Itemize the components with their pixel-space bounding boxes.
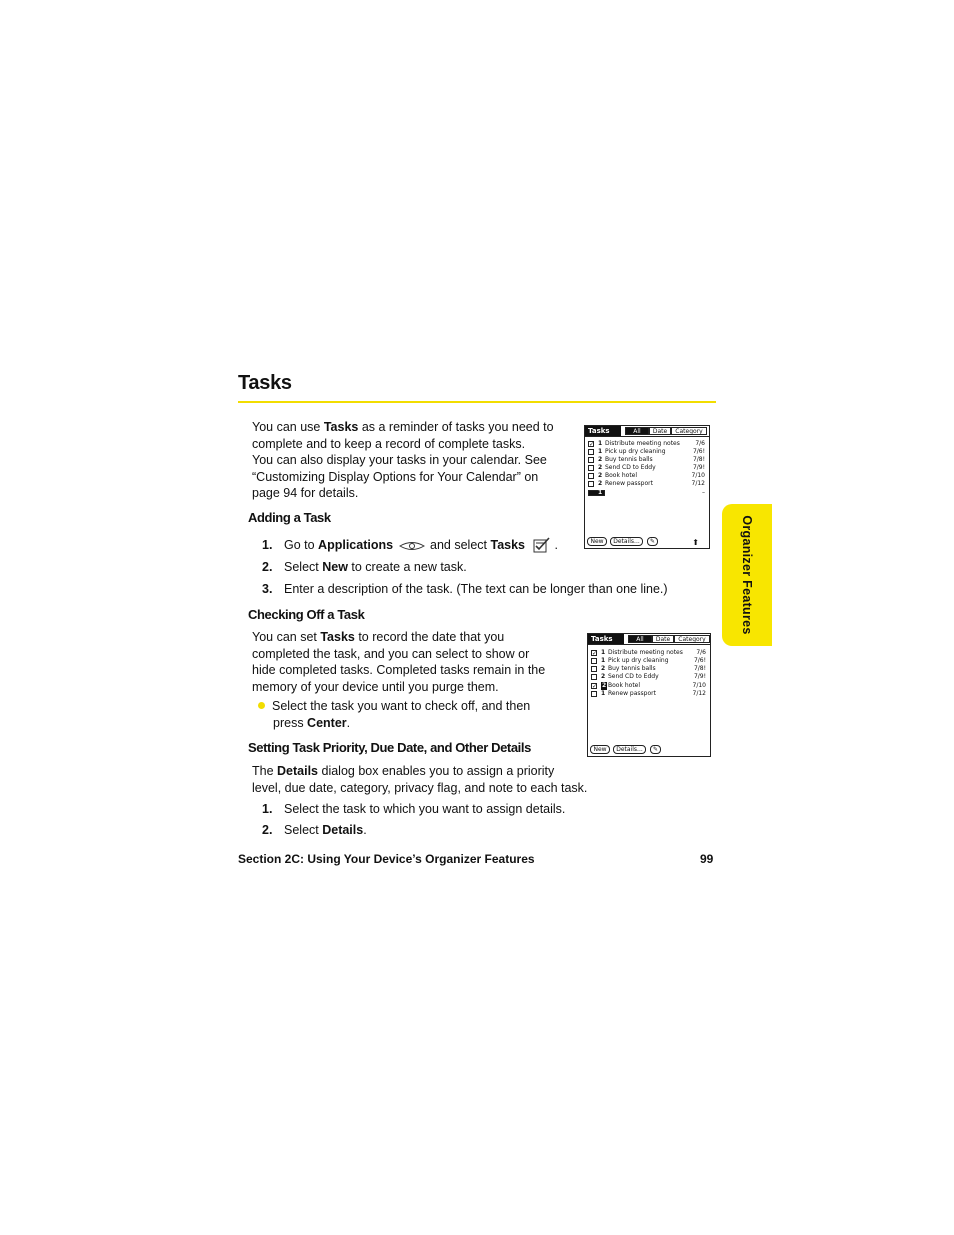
intro-paragraph xyxy=(252,419,554,502)
task-desc: Send CD to Eddy xyxy=(608,673,659,680)
checkbox[interactable]: ✓ xyxy=(589,441,595,448)
priority: 1 xyxy=(601,690,606,697)
task-row[interactable] xyxy=(587,464,707,472)
priority: 2 xyxy=(598,472,603,479)
task-row-selected[interactable] xyxy=(590,682,708,690)
text: and select xyxy=(426,538,491,552)
filter-date-button[interactable]: Date xyxy=(649,427,671,435)
text: You can set xyxy=(252,630,321,644)
tasks-app-icon xyxy=(530,537,552,557)
task-row[interactable] xyxy=(587,448,707,456)
priority: 1 xyxy=(598,440,603,447)
step-number: 2. xyxy=(262,560,273,574)
checking-paragraph xyxy=(252,629,545,695)
text: press xyxy=(273,715,308,730)
priority: 2 xyxy=(598,456,603,463)
task-row[interactable] xyxy=(587,456,707,464)
text: completed the task, and you can select to show or xyxy=(252,646,530,661)
text: memory of your device until you purge them. xyxy=(252,679,499,694)
text: “Customizing Display Options for Your Calendar” on xyxy=(252,469,539,484)
priority: 1 xyxy=(601,657,606,664)
due-date: 7/8! xyxy=(692,456,705,463)
screen-titlebar xyxy=(588,634,710,645)
task-desc: Pick up dry cleaning xyxy=(605,448,666,455)
details-step-1 xyxy=(262,801,565,817)
due-date: 7/9! xyxy=(692,464,705,471)
scroll-up-icon[interactable]: ⬆ xyxy=(692,538,699,547)
due-date: 7/10 xyxy=(692,682,706,689)
checkbox[interactable] xyxy=(591,658,597,664)
checking-task-heading: Checking Off a Task xyxy=(248,607,365,622)
text: Go to xyxy=(284,538,319,552)
priority: 1 xyxy=(598,489,603,496)
filter-all-button[interactable]: All xyxy=(625,427,649,435)
text-bold: Center xyxy=(307,715,347,730)
priority: 2 xyxy=(602,682,607,689)
checkbox[interactable] xyxy=(588,473,594,479)
task-desc: Distribute meeting notes xyxy=(608,649,683,656)
adding-step-3 xyxy=(262,581,668,597)
text-bold: Details xyxy=(277,764,319,778)
due-date: 7/9! xyxy=(693,673,706,680)
details-step-2 xyxy=(262,822,367,838)
task-desc: Pick up dry cleaning xyxy=(608,657,669,664)
checkbox[interactable] xyxy=(591,691,597,697)
due-date: 7/12 xyxy=(691,480,705,487)
screen-title: Tasks xyxy=(588,634,624,644)
text: hide completed tasks. Completed tasks remain in the xyxy=(252,663,546,677)
task-desc: Buy tennis balls xyxy=(608,665,656,672)
text: complete and to keep a record of complete tasks. xyxy=(252,436,526,451)
checkbox[interactable] xyxy=(588,465,594,471)
checkbox[interactable] xyxy=(588,457,594,463)
adding-step-1 xyxy=(262,537,558,557)
details-button[interactable]: Details... xyxy=(610,537,643,546)
text: Select xyxy=(284,823,323,837)
screen-title: Tasks xyxy=(585,426,621,436)
step-number: 1. xyxy=(262,802,273,816)
text-bold: New xyxy=(322,560,348,574)
adding-step-2 xyxy=(262,559,467,575)
text: You can use xyxy=(252,420,324,434)
note-icon[interactable]: ✎ xyxy=(650,745,661,754)
filter-all-button[interactable]: All xyxy=(628,635,652,643)
side-tab-label: Organizer Features xyxy=(740,515,754,635)
checkbox[interactable] xyxy=(591,674,597,680)
text: . xyxy=(363,823,367,837)
text: to create a new task. xyxy=(347,560,467,574)
filter-category-button[interactable]: Category xyxy=(674,635,710,643)
step-number: 2. xyxy=(262,823,273,837)
task-desc: Renew passport xyxy=(608,690,656,697)
task-row[interactable] xyxy=(590,649,708,657)
task-desc: Book hotel xyxy=(605,472,638,479)
new-task-highlight xyxy=(588,490,605,496)
task-row[interactable] xyxy=(587,472,707,480)
task-row[interactable] xyxy=(590,690,708,698)
filter-category-button[interactable]: Category xyxy=(671,427,707,435)
new-button[interactable]: New xyxy=(587,537,607,546)
bullet-dot-icon xyxy=(258,702,265,709)
checkbox[interactable] xyxy=(588,481,594,487)
text-bold: Details xyxy=(322,823,364,837)
text: page 94 for details. xyxy=(252,486,359,500)
page-title: Tasks xyxy=(238,372,292,394)
step-number: 1. xyxy=(262,538,273,552)
note-icon[interactable]: ✎ xyxy=(647,537,658,546)
screen-titlebar xyxy=(585,426,709,437)
checkbox[interactable]: ✓ xyxy=(592,683,598,690)
due-date: 7/6! xyxy=(692,448,705,455)
tasks-screenshot-2 xyxy=(587,633,711,757)
text: Enter a description of the task. (The text can be longer than one line.) xyxy=(284,582,668,596)
task-row-new[interactable] xyxy=(587,489,707,497)
priority: 2 xyxy=(601,665,606,672)
text: as a reminder of tasks you need to xyxy=(358,420,554,434)
task-desc: Book hotel xyxy=(608,682,641,689)
priority: 2 xyxy=(598,480,603,487)
text: to record the date that you xyxy=(354,630,505,644)
text-bold: Tasks xyxy=(320,630,355,644)
applications-icon xyxy=(399,540,425,556)
due-date: 7/8! xyxy=(693,665,706,672)
text: You can also display your tasks in your calendar. See xyxy=(252,453,547,467)
checkbox[interactable]: ✓ xyxy=(592,650,598,657)
due-date: 7/6 xyxy=(695,440,705,447)
footer-page-number: 99 xyxy=(700,852,714,866)
text: dialog box enables you to assign a priority xyxy=(318,764,555,778)
due-date: – xyxy=(702,489,705,496)
task-desc: Distribute meeting notes xyxy=(605,440,680,447)
filter-date-button[interactable]: Date xyxy=(652,635,674,643)
due-date: 7/10 xyxy=(691,472,705,479)
task-desc: Send CD to Eddy xyxy=(605,464,656,471)
details-heading: Setting Task Priority, Due Date, and Other Details xyxy=(248,740,531,755)
checking-bullet xyxy=(258,698,530,731)
priority: 2 xyxy=(601,673,606,680)
due-date: 7/6! xyxy=(693,657,706,664)
checkbox[interactable] xyxy=(588,449,594,455)
text-bold: Applications xyxy=(318,538,394,552)
text: . xyxy=(554,538,558,552)
text: . xyxy=(346,715,351,730)
text: level, due date, category, privacy flag, and note to each task. xyxy=(252,780,588,795)
task-row[interactable] xyxy=(587,480,707,488)
details-paragraph xyxy=(252,763,587,796)
section-side-tab xyxy=(722,504,772,646)
title-rule xyxy=(238,401,716,403)
priority: 1 xyxy=(598,448,603,455)
tasks-screenshot-1 xyxy=(584,425,710,549)
text: Select the task to which you want to assign details. xyxy=(284,802,566,816)
task-row[interactable] xyxy=(590,665,708,673)
task-desc: Renew passport xyxy=(605,480,653,487)
due-date: 7/6 xyxy=(696,649,706,656)
text: Select the task you want to check off, and then xyxy=(272,699,531,713)
step-number: 3. xyxy=(262,582,273,596)
task-row[interactable] xyxy=(590,673,708,681)
checkbox[interactable] xyxy=(591,666,597,672)
task-row[interactable] xyxy=(590,657,708,665)
text: The xyxy=(252,764,278,778)
priority: 2 xyxy=(598,464,603,471)
task-row[interactable] xyxy=(587,440,707,448)
footer-section-title: Section 2C: Using Your Device’s Organizer Features xyxy=(238,852,535,866)
text-bold: Tasks xyxy=(323,420,359,434)
adding-task-heading: Adding a Task xyxy=(248,510,331,525)
task-desc: Buy tennis balls xyxy=(605,456,653,463)
text-bold: Tasks xyxy=(490,538,525,552)
due-date: 7/12 xyxy=(692,690,706,697)
new-button[interactable]: New xyxy=(590,745,610,754)
details-button[interactable]: Details... xyxy=(613,745,646,754)
text: Select xyxy=(284,560,323,574)
priority: 1 xyxy=(601,649,606,656)
